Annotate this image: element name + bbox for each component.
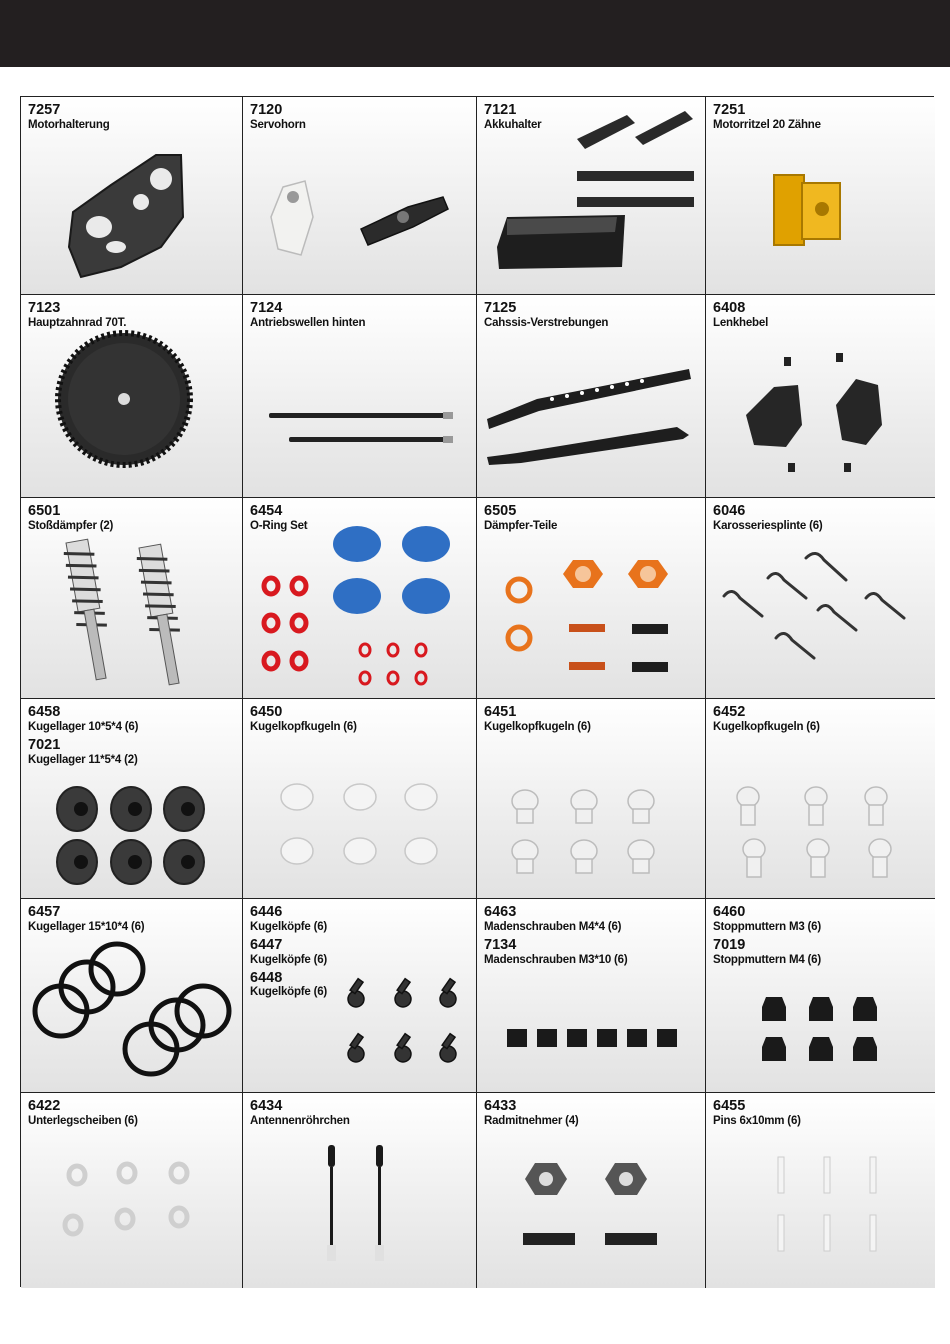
part-name: Kugelkopfkugeln (6) — [713, 720, 820, 733]
part-name: Kugellager 11*5*4 (2) — [28, 753, 138, 766]
part-number: 6460 — [713, 904, 746, 920]
part-name: Antriebswellen hinten — [250, 316, 366, 329]
part-cell-7120 — [243, 97, 477, 295]
part-name: Radmitnehmer (4) — [484, 1114, 579, 1127]
pinion-gear-icon — [706, 97, 935, 295]
ball-bearings-icon — [21, 699, 243, 899]
part-cell-6433 — [477, 1093, 706, 1288]
part-number: 7021 — [28, 736, 61, 753]
part-cell-7123 — [21, 295, 243, 498]
drive-shafts-icon — [243, 295, 477, 498]
part-number: 6505 — [484, 503, 517, 519]
part-cell-7251 — [706, 97, 935, 295]
part-cell-6046 — [706, 498, 935, 699]
part-number: 6408 — [713, 300, 746, 316]
part-name: Cahssis-Verstrebungen — [484, 316, 609, 329]
part-number: 7134 — [484, 936, 517, 953]
ball-studs-long-icon — [706, 699, 935, 899]
antenna-tubes-icon — [243, 1093, 477, 1288]
pins-icon — [706, 1093, 935, 1288]
part-name: Dämpfer-Teile — [484, 519, 558, 532]
part-name: Kugellager 10*5*4 (6) — [28, 720, 139, 733]
spur-gear-icon — [21, 295, 243, 498]
part-number: 7124 — [250, 300, 283, 316]
part-name: Madenschrauben M4*4 (6) — [484, 920, 622, 933]
part-number: 7019 — [713, 936, 746, 953]
set-screws-icon — [477, 899, 706, 1093]
part-name: Lenkhebel — [713, 316, 769, 329]
part-cell-6463 — [477, 899, 706, 1093]
thin-bearings-icon — [21, 899, 243, 1093]
part-cell-6422 — [21, 1093, 243, 1288]
part-cell-6408 — [706, 295, 935, 498]
ball-studs-flanged-icon — [477, 699, 706, 899]
part-cell-6451 — [477, 699, 706, 899]
part-number: 6454 — [250, 503, 283, 519]
wheel-hexes-icon — [477, 1093, 706, 1288]
part-name: Kugellager 15*10*4 (6) — [28, 920, 145, 933]
part-cell-7121 — [477, 97, 706, 295]
part-number: 6457 — [28, 904, 61, 920]
parts-grid — [20, 96, 934, 1287]
washers-icon — [21, 1093, 243, 1288]
shock-absorbers-icon — [21, 498, 243, 699]
header-bar — [0, 0, 950, 67]
part-number: 7257 — [28, 102, 61, 118]
part-number: 6447 — [250, 936, 283, 953]
part-name: Stoppmuttern M3 (6) — [713, 920, 821, 933]
part-number: 6446 — [250, 904, 283, 920]
part-name: Madenschrauben M3*10 (6) — [484, 953, 628, 966]
part-number: 6450 — [250, 704, 283, 720]
part-name: Servohorn — [250, 118, 306, 131]
part-cell-6452 — [706, 699, 935, 899]
part-number: 6501 — [28, 503, 61, 519]
part-cell-7124 — [243, 295, 477, 498]
part-number: 7125 — [484, 300, 517, 316]
part-number: 6458 — [28, 704, 61, 720]
part-name: Kugelköpfe (6) — [250, 986, 328, 999]
part-cell-7257 — [21, 97, 243, 295]
ball-studs-icon — [243, 699, 477, 899]
part-name: Unterlegscheiben (6) — [28, 1114, 138, 1127]
part-cell-6458 — [21, 699, 243, 899]
ball-cups-icon — [243, 899, 477, 1093]
part-cell-6505 — [477, 498, 706, 699]
part-name: Kugelkopfkugeln (6) — [250, 720, 357, 733]
part-name: Kugelköpfe (6) — [250, 920, 328, 933]
part-number: 6451 — [484, 704, 517, 720]
damper-parts-icon — [477, 498, 706, 699]
part-cell-6434 — [243, 1093, 477, 1288]
part-cell-6460 — [706, 899, 935, 1093]
part-number: 7251 — [713, 102, 746, 118]
chassis-braces-icon — [477, 295, 706, 498]
part-cell-6450 — [243, 699, 477, 899]
part-name: Kugelkopfkugeln (6) — [484, 720, 591, 733]
part-name: Karosseriesplinte (6) — [713, 519, 823, 532]
part-number: 6422 — [28, 1098, 61, 1114]
part-number: 7120 — [250, 102, 283, 118]
steering-knuckles-icon — [706, 295, 935, 498]
part-name: Motorhalterung — [28, 118, 110, 131]
part-number: 6452 — [713, 704, 746, 720]
part-number: 6463 — [484, 904, 517, 920]
part-name: Antennenröhrchen — [250, 1114, 350, 1127]
part-name: Stoßdämpfer (2) — [28, 519, 114, 532]
part-cell-6457 — [21, 899, 243, 1093]
part-name: Pins 6x10mm (6) — [713, 1114, 801, 1127]
part-name: Kugelköpfe (6) — [250, 953, 328, 966]
part-number: 6434 — [250, 1098, 283, 1114]
part-number: 7121 — [484, 102, 517, 118]
part-cell-6455 — [706, 1093, 935, 1288]
body-clips-icon — [706, 498, 935, 699]
part-name: Hauptzahnrad 70T. — [28, 316, 127, 329]
battery-holder-icon — [477, 97, 706, 295]
motor-mount-plate-icon — [21, 97, 243, 295]
part-cell-7125 — [477, 295, 706, 498]
o-rings-icon — [243, 498, 477, 699]
part-name: O-Ring Set — [250, 519, 308, 532]
part-name: Akkuhalter — [484, 118, 542, 131]
part-cell-6501 — [21, 498, 243, 699]
servo-horn-icon — [243, 97, 477, 295]
part-number: 7123 — [28, 300, 61, 316]
lock-nuts-icon — [706, 899, 935, 1093]
part-number: 6448 — [250, 969, 283, 986]
part-name: Motorritzel 20 Zähne — [713, 118, 821, 131]
part-name: Stoppmuttern M4 (6) — [713, 953, 821, 966]
part-cell-6454 — [243, 498, 477, 699]
part-number: 6455 — [713, 1098, 746, 1114]
part-number: 6046 — [713, 503, 746, 519]
part-cell-6446 — [243, 899, 477, 1093]
part-number: 6433 — [484, 1098, 517, 1114]
